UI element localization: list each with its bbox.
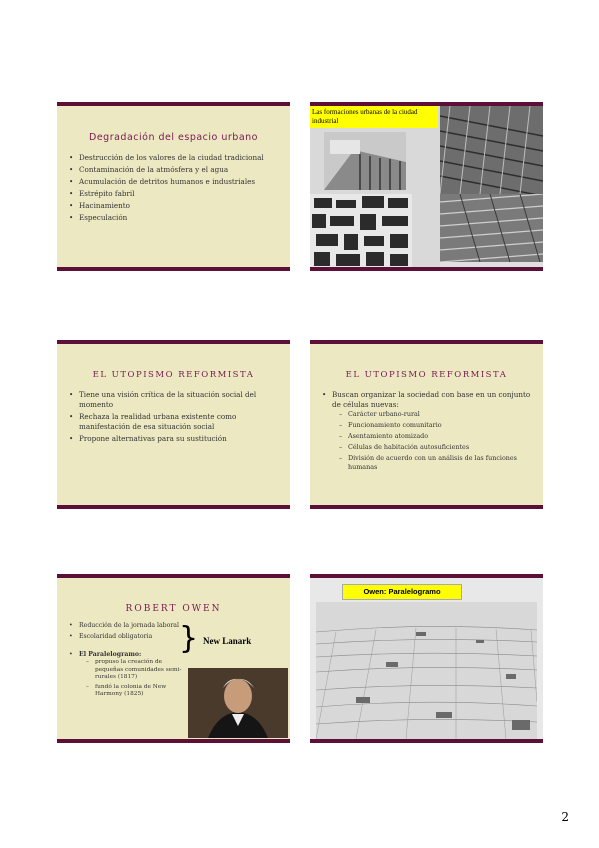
list-item: • Especulación [79,213,284,223]
slide-utopismo-2 [310,340,543,509]
sub-list [79,659,191,699]
slide-formaciones-urbanas [310,102,543,271]
street-map-image [310,194,412,271]
aerial-photo-rows [440,194,543,262]
list-item: • Propone alternativas para su sustitución [79,434,284,444]
slide-robert-owen [57,574,290,743]
bullet-list [310,390,543,472]
housing-image [324,132,406,190]
slide-title: EL UTOPISMO REFORMISTA [345,370,508,380]
new-lanark-label: New Lanark [203,636,252,646]
sub-list [332,410,537,472]
bullet-list [57,153,290,223]
sub-item: – Asentamiento atomizado [348,432,531,441]
slide-title: EL UTOPISMO REFORMISTA [92,370,255,380]
aerial-photo-grid [440,106,543,194]
engraving-image [316,602,537,739]
list-item: • Estrépito fabril [79,189,284,199]
owen-portrait [188,668,288,738]
list-item: • Reducción de la jornada laboral [79,622,179,631]
list-item: • Rechaza la realidad urbana existente como manifestación de esa situación social [79,412,284,432]
portrait-image [188,668,288,738]
brace: } [179,621,199,656]
slide-title: Degradación del espacio urbano [89,132,258,143]
page-number: 2 [561,810,569,824]
sub-item: – Carácter urbano-rural [348,410,531,419]
slide-owen-paralelogramo [310,574,543,743]
list-item: • Destrucción de los valores de la ciudad tradicional [79,153,284,163]
slide-degradacion [57,102,290,271]
paralelogramo-engraving [316,602,537,739]
slide-label: Las formaciones urbanas de la ciudad industrial [310,106,438,128]
slide-title: ROBERT OWEN [125,604,222,614]
sub-item: – fundó la colonia de New Harmony (1825) [95,684,185,699]
bullet-list [57,390,290,444]
bullet-list [57,622,185,641]
street-map-photo [310,194,412,271]
housing-photo [324,132,406,190]
sub-item: – propuso la creación de pequeñas comunidades semi-rurales (1817) [95,659,185,682]
list-item: • Contaminación de la atmósfera y el agua [79,165,284,175]
slide-label: Owen: Paralelogramo [342,584,462,600]
list-item: • Tiene una visión crítica de la situación social del momento [79,390,284,410]
list-item: • Acumulación de detritos humanos e industriales [79,177,284,187]
paralelogramo-list [57,651,197,699]
sub-item: – Funcionamiento comunitario [348,421,531,430]
list-item: • Hacinamiento [79,201,284,211]
list-item [79,651,191,699]
list-item-text: Buscan organizar la sociedad con base en un conjunto de células nuevas: [332,390,531,409]
list-item [332,390,537,472]
list-item: • Escolaridad obligatoria [79,633,179,642]
sub-item: – Células de habitación autosuficientes [348,443,531,452]
aerial-grid-image [440,106,543,194]
sub-item: – División de acuerdo con un análisis de las funciones humanas [348,454,531,472]
aerial-rows-image [440,194,543,262]
paralelogramo-label: El Paralelogramo: [79,651,142,658]
caption-strip [440,262,543,271]
slide-utopismo-1 [57,340,290,509]
